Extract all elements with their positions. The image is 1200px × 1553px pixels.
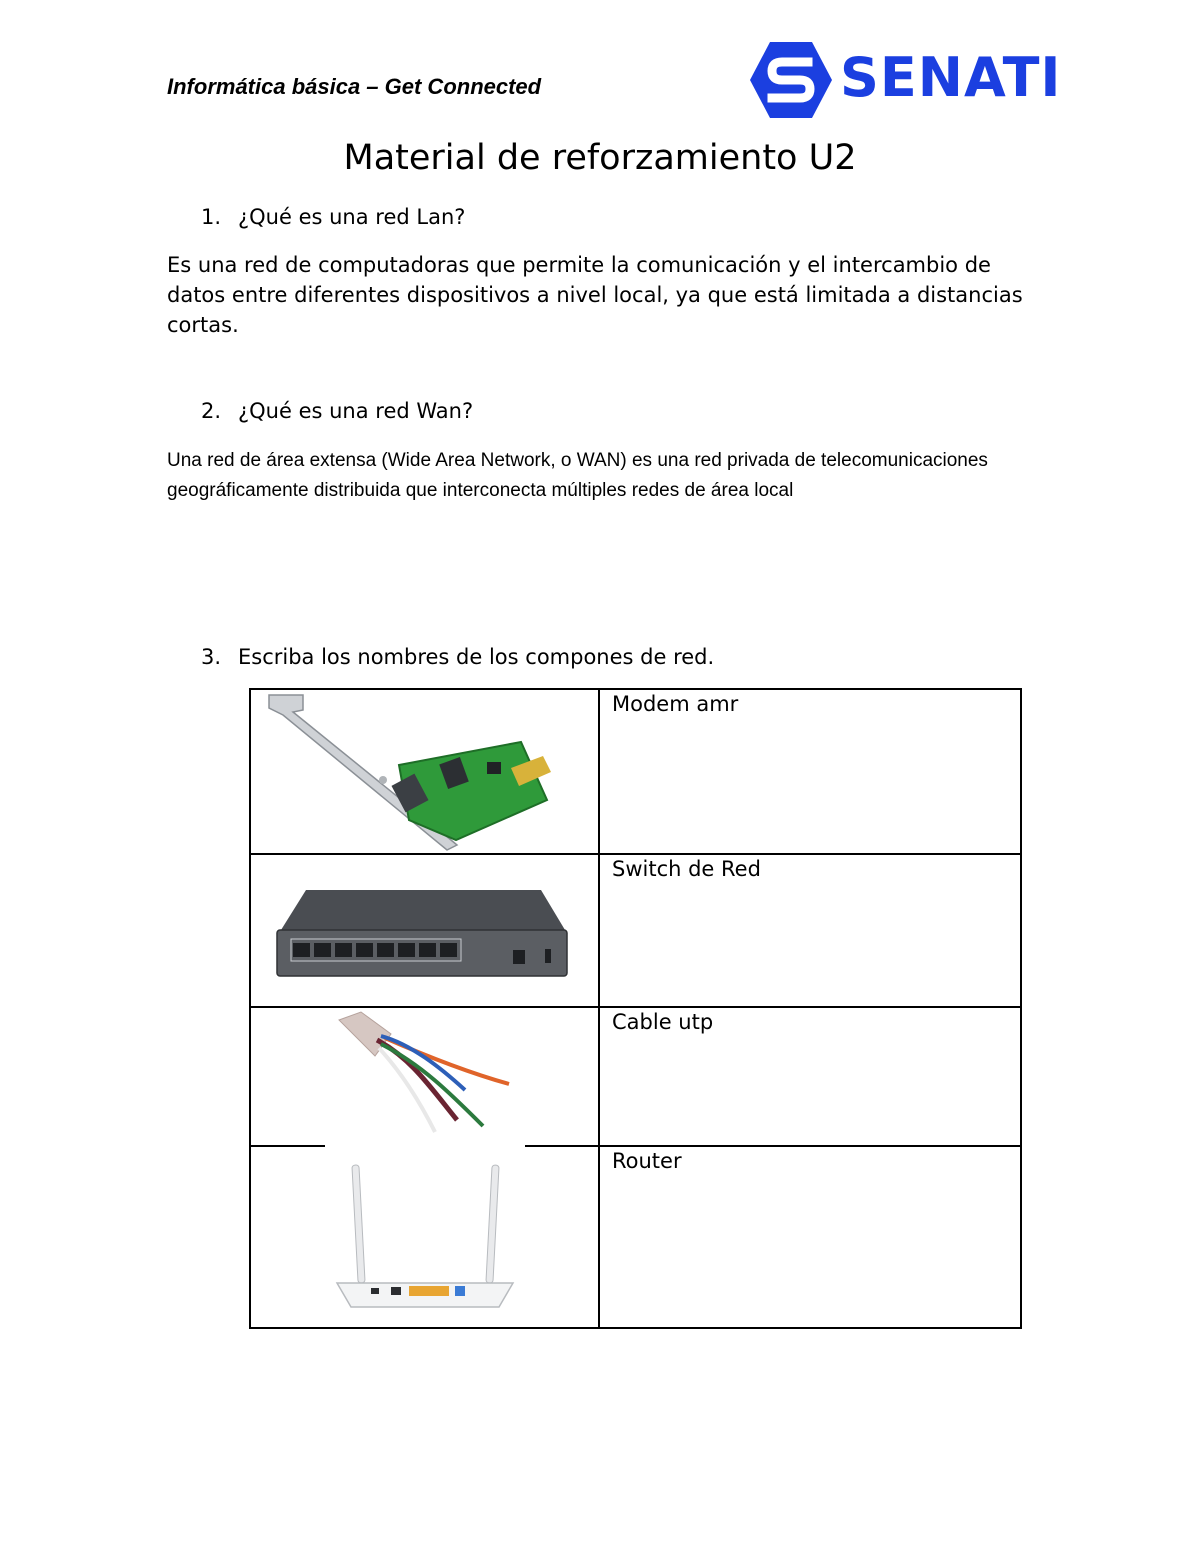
table-row <box>250 689 1021 854</box>
answer-1: Es una red de computadoras que permite la comunicación y el intercambio de datos entre diferentes dispositivos a nivel local, ya que está limitada a distancias cortas. <box>167 253 1023 337</box>
question-3 <box>201 645 714 669</box>
page-title: Material de reforzamiento U2 <box>343 138 857 178</box>
table-row <box>250 1146 1021 1328</box>
router-image <box>251 1147 598 1329</box>
image-cell <box>250 689 599 854</box>
component-name: Switch de Red <box>599 854 1021 1007</box>
senati-logo-icon <box>748 40 834 120</box>
question-number: 3. <box>201 645 222 669</box>
image-cell <box>250 854 599 1007</box>
question-text: ¿Qué es una red Wan? <box>238 399 474 423</box>
utp-cable-image <box>251 1008 598 1147</box>
senati-logo <box>748 40 1062 120</box>
table-row <box>250 854 1021 1007</box>
question-number: 1. <box>201 205 222 229</box>
components-table <box>249 688 1022 1329</box>
question-text: ¿Qué es una red Lan? <box>238 205 466 229</box>
component-name: Cable utp <box>599 1007 1021 1146</box>
image-cell <box>250 1146 599 1328</box>
question-2 <box>201 399 473 423</box>
network-card-image <box>251 690 598 855</box>
table-row <box>250 1007 1021 1146</box>
component-name: Modem amr <box>599 689 1021 854</box>
course-header: Informática básica – Get Connected <box>167 74 542 99</box>
question-1 <box>201 205 465 229</box>
question-text: Escriba los nombres de los compones de red. <box>238 645 715 669</box>
image-cell <box>250 1007 599 1146</box>
component-name: Router <box>599 1146 1021 1328</box>
network-switch-image <box>251 855 598 1008</box>
logo-text: SENATI <box>840 46 1062 109</box>
question-number: 2. <box>201 399 222 423</box>
answer-2: Una red de área extensa (Wide Area Network, o WAN) es una red privada de telecomunicaciones geográficamente distribuida que interconecta múltiples redes de área local <box>167 450 988 501</box>
